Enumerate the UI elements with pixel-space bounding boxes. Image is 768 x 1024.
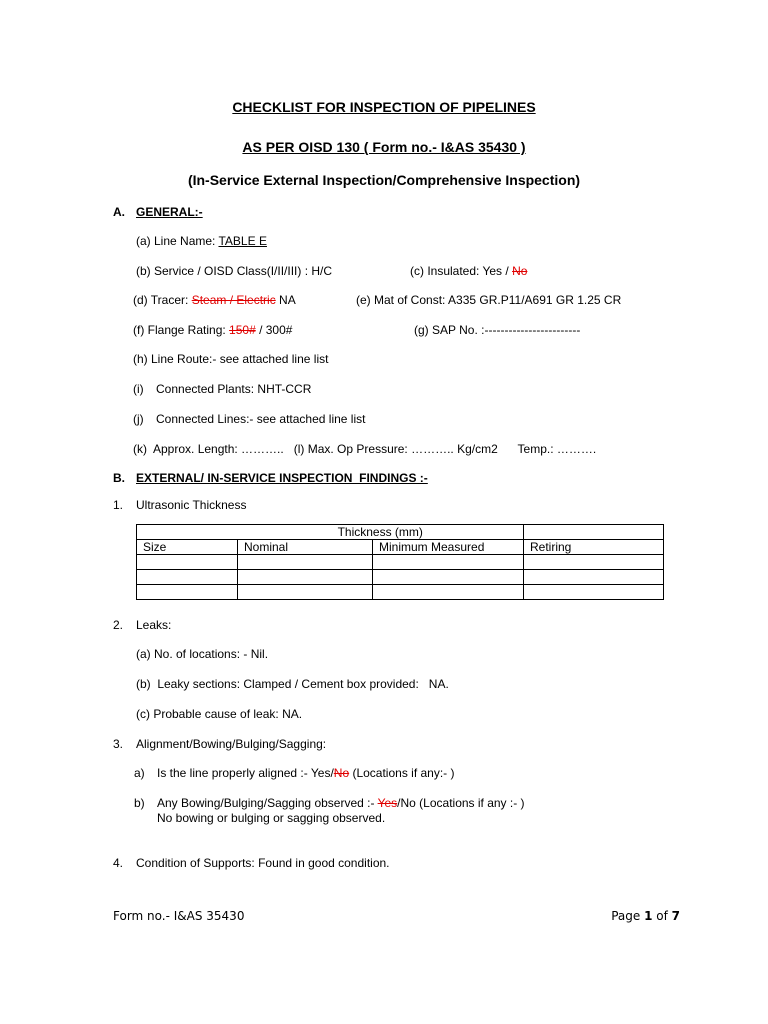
table-cell[interactable] <box>524 570 664 585</box>
bowing-note: No bowing or bulging or sagging observed. <box>157 811 386 825</box>
alignment-question <box>157 766 455 780</box>
table-cell[interactable] <box>137 570 238 585</box>
flange-value: / 300# <box>255 323 293 337</box>
footer-page-number <box>561 909 680 923</box>
page-current: 1 <box>644 909 653 923</box>
item-2-number: 2. <box>113 618 124 632</box>
table-cell[interactable] <box>238 570 373 585</box>
table-cell[interactable] <box>524 555 664 570</box>
bowing-question-label: b) <box>134 796 145 810</box>
insulated-field <box>410 264 527 278</box>
leak-locations-field: (a) No. of locations: - Nil. <box>136 647 269 661</box>
sap-field: (g) SAP No. :------------------------ <box>414 323 581 337</box>
service-field: (b) Service / OISD Class(I/II/III) : H/C <box>136 264 333 278</box>
insulated-struck-option: No <box>512 264 528 278</box>
bowing-question-suffix: /No (Locations if any :- ) <box>397 796 525 810</box>
table-cell[interactable] <box>373 555 524 570</box>
thickness-group-header: Thickness (mm) <box>238 525 524 540</box>
flange-label: (f) Flange Rating: <box>133 323 230 337</box>
item-4-number: 4. <box>113 856 124 870</box>
table-row <box>137 570 664 585</box>
connected-plants-field: Connected Plants: NHT-CCR <box>156 382 312 396</box>
document-title: CHECKLIST FOR INSPECTION OF PIPELINES <box>232 99 536 115</box>
material-field: (e) Mat of Const: A335 GR.P11/A691 GR 1.25 CR <box>356 293 622 307</box>
flange-rating-field <box>133 323 292 337</box>
table-cell[interactable] <box>137 585 238 600</box>
section-b-title: EXTERNAL/ IN-SERVICE INSPECTION FINDINGS :- <box>136 471 428 485</box>
footer-form-number: Form no.- I&AS 35430 <box>113 909 245 923</box>
connected-lines-field: Connected Lines:- see attached line list <box>156 412 366 426</box>
item-3-number: 3. <box>113 737 124 751</box>
connected-lines-label: (j) <box>133 412 144 426</box>
table-cell[interactable] <box>373 570 524 585</box>
column-header-nominal: Nominal <box>238 540 373 555</box>
bowing-question-text: Any Bowing/Bulging/Sagging observed :- <box>157 796 378 810</box>
item-1-title: Ultrasonic Thickness <box>136 498 247 512</box>
line-name-value: TABLE E <box>218 234 267 248</box>
section-b-label: B. <box>113 471 125 485</box>
thickness-table <box>136 524 664 600</box>
section-a-label: A. <box>113 205 125 219</box>
table-cell <box>524 525 664 540</box>
table-cell <box>137 525 238 540</box>
alignment-struck-option: No <box>333 766 350 780</box>
column-header-minimum-measured: Minimum Measured <box>373 540 524 555</box>
line-name-label: (a) Line Name: <box>136 234 219 248</box>
flange-struck-option: 150# <box>229 323 256 337</box>
item-3-title: Alignment/Bowing/Bulging/Sagging: <box>136 737 327 751</box>
line-route-field: (h) Line Route:- see attached line list <box>133 352 329 366</box>
leaky-sections-field: (b) Leaky sections: Clamped / Cement box provided: NA. <box>136 677 449 691</box>
item-1-number: 1. <box>113 498 124 512</box>
length-pressure-temp-field: (k) Approx. Length: ……….. (l) Max. Op Pressure: ……….. Kg/cm2 Temp.: ………. <box>133 442 597 456</box>
table-cell[interactable] <box>524 585 664 600</box>
document-subtitle-2: (In-Service External Inspection/Comprehensive Inspection) <box>187 172 581 188</box>
table-cell[interactable] <box>137 555 238 570</box>
table-cell[interactable] <box>238 555 373 570</box>
bowing-question <box>157 796 525 810</box>
insulated-label: (c) Insulated: Yes / <box>410 264 513 278</box>
column-header-retiring: Retiring <box>524 540 664 555</box>
leak-cause-field: (c) Probable cause of leak: NA. <box>136 707 303 721</box>
tracer-struck-option: Steam / Electric <box>191 293 276 307</box>
table-row <box>137 585 664 600</box>
tracer-field <box>133 293 296 307</box>
column-header-size: Size <box>137 540 238 555</box>
alignment-question-label: a) <box>134 766 145 780</box>
page-total: 7 <box>671 909 680 923</box>
table-header-row <box>137 540 664 555</box>
line-name-field <box>136 234 267 248</box>
document-subtitle: AS PER OISD 130 ( Form no.- I&AS 35430 ) <box>242 139 526 155</box>
alignment-question-suffix: (Locations if any:- ) <box>349 766 455 780</box>
table-cell[interactable] <box>373 585 524 600</box>
tracer-label: (d) Tracer: <box>133 293 192 307</box>
item-2-title: Leaks: <box>136 618 172 632</box>
table-cell[interactable] <box>238 585 373 600</box>
page-of: of <box>652 909 672 923</box>
table-row <box>137 555 664 570</box>
connected-plants-label: (i) <box>133 382 144 396</box>
page-prefix: Page <box>611 909 645 923</box>
bowing-struck-option: Yes <box>377 796 398 810</box>
alignment-question-text: Is the line properly aligned :- Yes/ <box>157 766 334 780</box>
table-group-header-row <box>137 525 664 540</box>
tracer-value: NA <box>275 293 296 307</box>
supports-condition-field: Condition of Supports: Found in good condition. <box>136 856 390 870</box>
section-a-title: GENERAL:- <box>136 205 203 219</box>
